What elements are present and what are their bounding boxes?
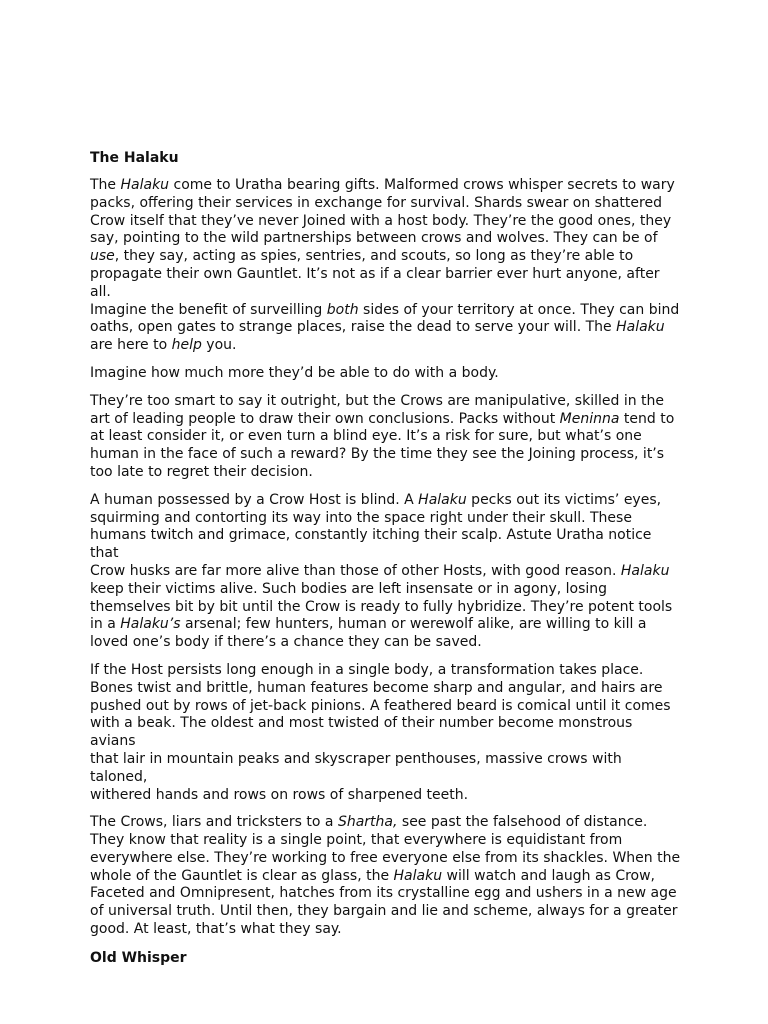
paragraph <box>90 662 682 804</box>
italic-run: use <box>90 248 115 265</box>
italic-run: Shartha, <box>337 814 398 831</box>
text-run: arsenal; few hunters, human or werewolf alike, are willing to kill a loved one’s body if there’s a chance they can be saved. <box>90 616 647 651</box>
text-run: If the Host persists long enough in a single body, a transformation takes place. Bones twist and brittle, human features become sharp and angular, and hairs are pushed out by rows of jet-back pinions. A feathered beard is comical until it comes with a beak. The oldest and most twisted of their number become monstrous avians that lair in mountain peaks and skyscraper penthouses, massive crows with taloned, withered hands and rows on rows of sharpened teeth. <box>90 661 671 803</box>
paragraph <box>90 365 682 383</box>
text-run: Imagine how much more they’d be able to do with a body. <box>90 364 499 381</box>
paragraph <box>90 814 682 939</box>
text-run: pecks out its victims’ eyes, squirming and contorting its way into the space right under their skull. These humans twitch and grimace, constantly itching their scalp. Astute Uratha notice that Crow husks are far more alive than those of other Hosts, with good reason. <box>90 491 662 579</box>
text-run: keep their victims alive. Such bodies are left insensate or in agony, losing themselves bit by bit until the Crow is ready to fully hybridize. They’re potent tools in a <box>90 580 673 633</box>
italic-run: Halaku <box>418 491 467 508</box>
paragraph <box>90 393 682 482</box>
next-section-heading: Old Whisper <box>90 949 187 966</box>
text-run: tend to at least consider it, or even turn a blind eye. It’s a risk for sure, but what’s one human in the face of such a reward? By the time they see the Joining process, it’s too late to regret their decision. <box>90 410 675 480</box>
text-run: are here to <box>90 337 168 354</box>
italic-run: help <box>171 337 202 354</box>
section-heading: The Halaku <box>90 150 179 166</box>
text-run: come to Uratha bearing gifts. Malformed crows whisper secrets to wary packs, offering their services in exchange for survival. Shards swear on shattered Crow itself that they’ve never Joined with a host body. They’re the good ones, they say, pointing to the wild partnerships between crows and wolves. They can be of <box>90 177 675 247</box>
italic-run: both <box>326 301 359 318</box>
text-run: A human possessed by a Crow Host is blind. A <box>90 491 419 508</box>
document-page <box>90 149 682 977</box>
paragraph <box>90 492 682 652</box>
italic-run: Halaku <box>616 319 665 336</box>
italic-run: Halaku’s <box>120 616 181 633</box>
text-run: , they say, acting as spies, sentries, and scouts, so long as they’re able to propagate their own Gauntlet. It’s not as if a clear barrier ever hurt anyone, after all. Imagine the benefit of surveilling <box>90 248 660 318</box>
paragraph <box>90 177 682 355</box>
italic-run: Meninna <box>559 410 620 427</box>
text-run: The Crows, liars and tricksters to a <box>90 814 338 831</box>
italic-run: Halaku <box>393 867 443 884</box>
text-run: you. <box>201 337 237 354</box>
text-run: The <box>90 177 121 193</box>
text-run: They’re too smart to say it outright, but the Crows are manipulative, skilled in the art of leading people to draw their own conclusions. Packs without <box>90 392 665 427</box>
italic-run: Halaku <box>120 177 170 193</box>
text-run: see past the falsehood of distance. They know that reality is a single point, that everywhere is equidistant from everywhere else. They’re working to free everyone else from its shackles. When the whole of the Gauntlet is clear as glass, the <box>90 814 681 884</box>
italic-run: Halaku <box>620 562 670 579</box>
body-text <box>90 177 682 939</box>
text-run: sides of your territory at once. They can bind oaths, open gates to strange places, raise the dead to serve your will. The <box>90 301 680 336</box>
text-run: will watch and laugh as Crow, Faceted and Omnipresent, hatches from its crystalline egg and ushers in a new age of universal truth. Until then, they bargain and lie and scheme, always for a greater good. At least, that’s what they say. <box>90 867 678 938</box>
